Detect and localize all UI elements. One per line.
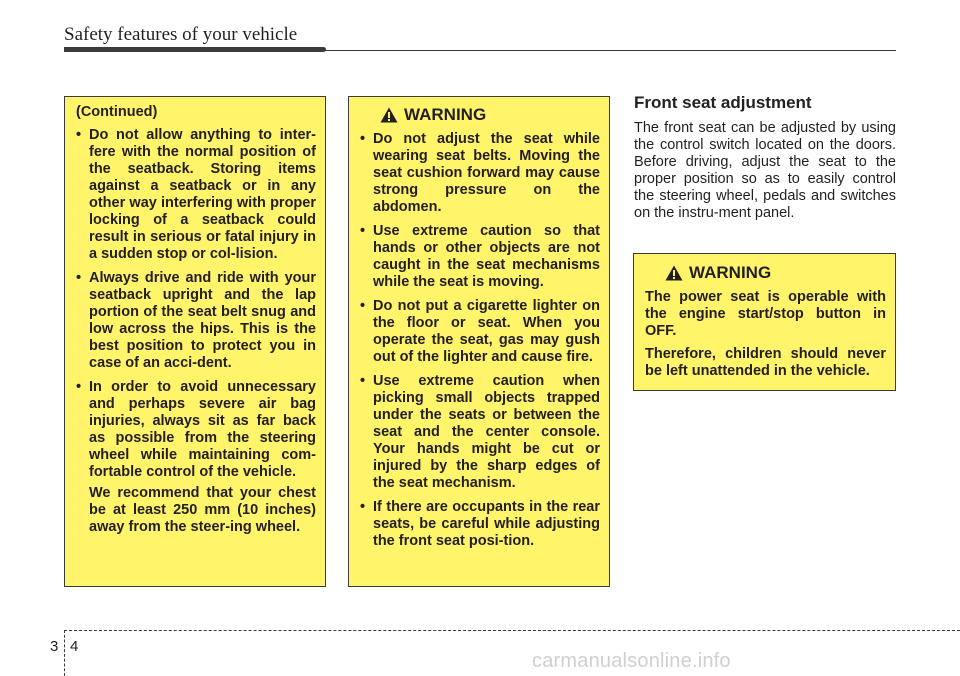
list-item: • If there are occupants in the rear seats, be careful while adjusting the front seat posi-tion.	[360, 499, 600, 550]
seat-warning-box	[348, 96, 610, 587]
warning-label: WARNING	[689, 263, 772, 282]
list-item: • Do not allow anything to inter-fere with the normal position of the seatback. Storing items against a seatback or in any other way interfering with proper locking of a seatback could result in serious or fatal injury in a sudden stop or col-lision.	[76, 127, 316, 263]
watermark: carmanualsonline.info	[532, 650, 731, 672]
list-item: • Always drive and ride with your seatback upright and the lap portion of the seat belt snug and low across the hips. This is the best position to protect you in case of an acci-dent.	[76, 270, 316, 372]
list-item: • Do not put a cigarette lighter on the floor or seat. When you operate the seat, gas may gush out of the lighter and cause fire.	[360, 298, 600, 366]
list-item: • Use extreme caution so that hands or other objects are not caught in the seat mechanisms while the seat is moving.	[360, 223, 600, 291]
section-body: The front seat can be adjusted by using the control switch located on the doors. Before driving, adjust the seat to the proper position so as to easily control the steering wheel, pedals and switches on the instru-ment panel.	[634, 120, 896, 221]
continued-bullet-list	[76, 127, 316, 481]
power-seat-warning-box	[633, 253, 896, 391]
warning-triangle-icon	[380, 107, 398, 123]
continued-warning-box	[64, 96, 326, 587]
header-rule	[64, 50, 896, 51]
warning-header	[360, 103, 600, 127]
list-item: • In order to avoid unnecessary and perhaps severe air bag injuries, always sit as far back as possible from the steering wheel while maintaining com-fortable control of the vehicle.	[76, 379, 316, 481]
warning-header	[645, 261, 886, 285]
warning-paragraph: Therefore, children should never be left unattended in the vehicle.	[645, 346, 886, 379]
warning-triangle-icon	[665, 265, 683, 281]
list-item: • Do not adjust the seat while wearing seat belts. Moving the seat cushion forward may cause strong pressure on the abdomen.	[360, 131, 600, 216]
header-title: Safety features of your vehicle	[64, 24, 298, 45]
footer-rule	[64, 630, 960, 631]
section-title: Front seat adjustment	[634, 93, 812, 112]
warning-label: WARNING	[404, 105, 487, 124]
chapter-number: 3	[50, 638, 59, 655]
list-item: • Use extreme caution when picking small objects trapped under the seats or between the seat and the center console. Your hands might be cut or injured by the sharp edges of the seat mechanism.	[360, 373, 600, 492]
warning-bullet-list	[360, 131, 600, 550]
continued-label: (Continued)	[76, 104, 158, 120]
warning-paragraph: The power seat is operable with the engine start/stop button in OFF.	[645, 289, 886, 339]
recommend-paragraph: We recommend that your chest be at least 250 mm (10 inches) away from the steer-ing wheel.	[89, 485, 316, 535]
footer-divider	[64, 630, 65, 676]
page-number: 4	[70, 638, 79, 655]
